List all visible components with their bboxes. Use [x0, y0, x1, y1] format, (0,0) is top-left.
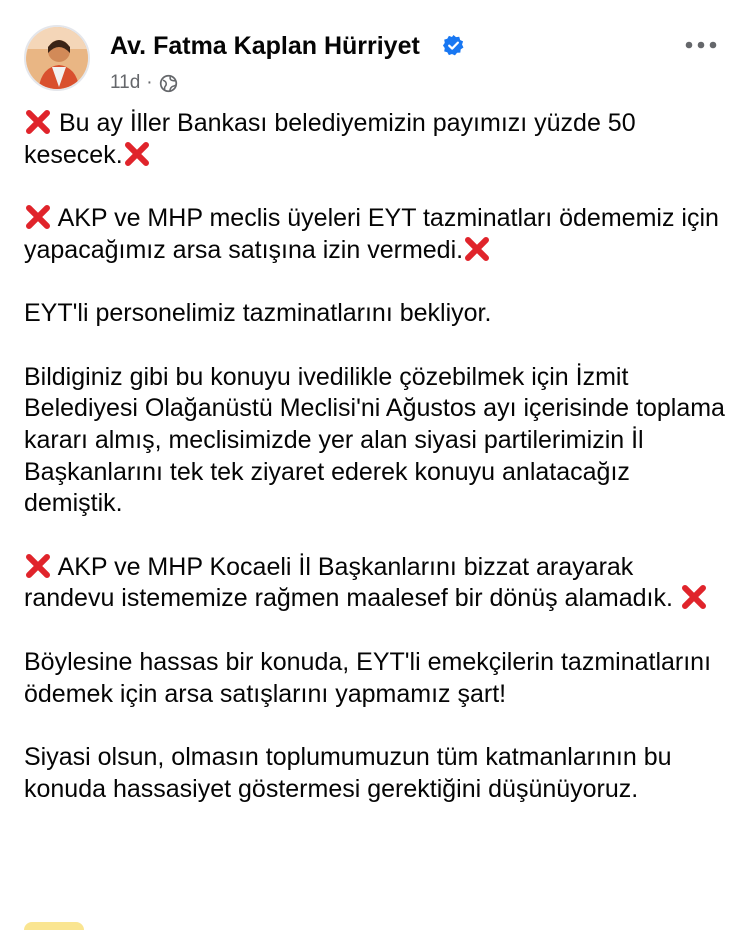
- paragraph-text: Siyasi olsun, olmasın toplumumuzun tüm katmanlarının bu konuda hassasiyet göstermesi gerektiğini düşünüyoruz.: [24, 742, 672, 803]
- paragraph-text: AKP ve MHP Kocaeli İl Başkanlarını bizzat arayarak randevu istememize rağmen maalesef bir dönüş alamadık.: [24, 552, 680, 613]
- paragraph-text: Bildiginiz gibi bu konuyu ivedilikle çözebilmek için İzmit Belediyesi Olağanüstü Meclisi'ni Ağustos ayı içerisinde toplama kararı almış, meclisimizde yer alan siyasi partilerimizin İl Başkanlarını tek tek ziyaret ederek konuyu anlatacağız demiştik.: [24, 362, 725, 518]
- post-timestamp[interactable]: 11d: [110, 72, 141, 93]
- emoji-partial-icon: [24, 922, 84, 930]
- post-body: [24, 108, 728, 837]
- meta-separator: ·: [146, 72, 153, 93]
- red-cross-mark-icon: [123, 140, 151, 168]
- red-cross-mark-icon: [24, 108, 52, 136]
- paragraph-text: EYT'li personelimiz tazminatlarını bekliyor.: [24, 299, 492, 328]
- author-avatar[interactable]: [24, 25, 90, 91]
- paragraph-text: AKP ve MHP meclis üyeleri EYT tazminatları ödememiz için yapacağımız arsa satışına izin vermedi.: [24, 204, 719, 264]
- author-name[interactable]: Av. Fatma Kaplan Hürriyet: [110, 32, 420, 60]
- post-paragraph: [24, 552, 728, 615]
- post-paragraph: [24, 742, 728, 805]
- post-meta: [110, 72, 178, 94]
- red-cross-mark-icon: [24, 552, 52, 580]
- verified-badge-icon: [442, 34, 465, 57]
- post-paragraph: [24, 108, 728, 171]
- post-paragraph: [24, 203, 728, 266]
- paragraph-text: Bu ay İller Bankası belediyemizin payımızı yüzde 50 kesecek.: [24, 109, 636, 169]
- post-header: [0, 0, 738, 100]
- post-paragraph: [24, 362, 728, 521]
- paragraph-text: Böylesine hassas bir konuda, EYT'li emekçilerin tazminatlarını ödemek için arsa satışlarını yapmamız şart!: [24, 647, 712, 708]
- red-cross-mark-icon: [463, 235, 491, 263]
- red-cross-mark-icon: [24, 203, 52, 231]
- post-paragraph: [24, 647, 728, 710]
- globe-icon[interactable]: [159, 74, 178, 93]
- red-cross-mark-icon: [680, 583, 708, 611]
- post-paragraph: [24, 298, 728, 330]
- more-options-icon[interactable]: [684, 38, 718, 50]
